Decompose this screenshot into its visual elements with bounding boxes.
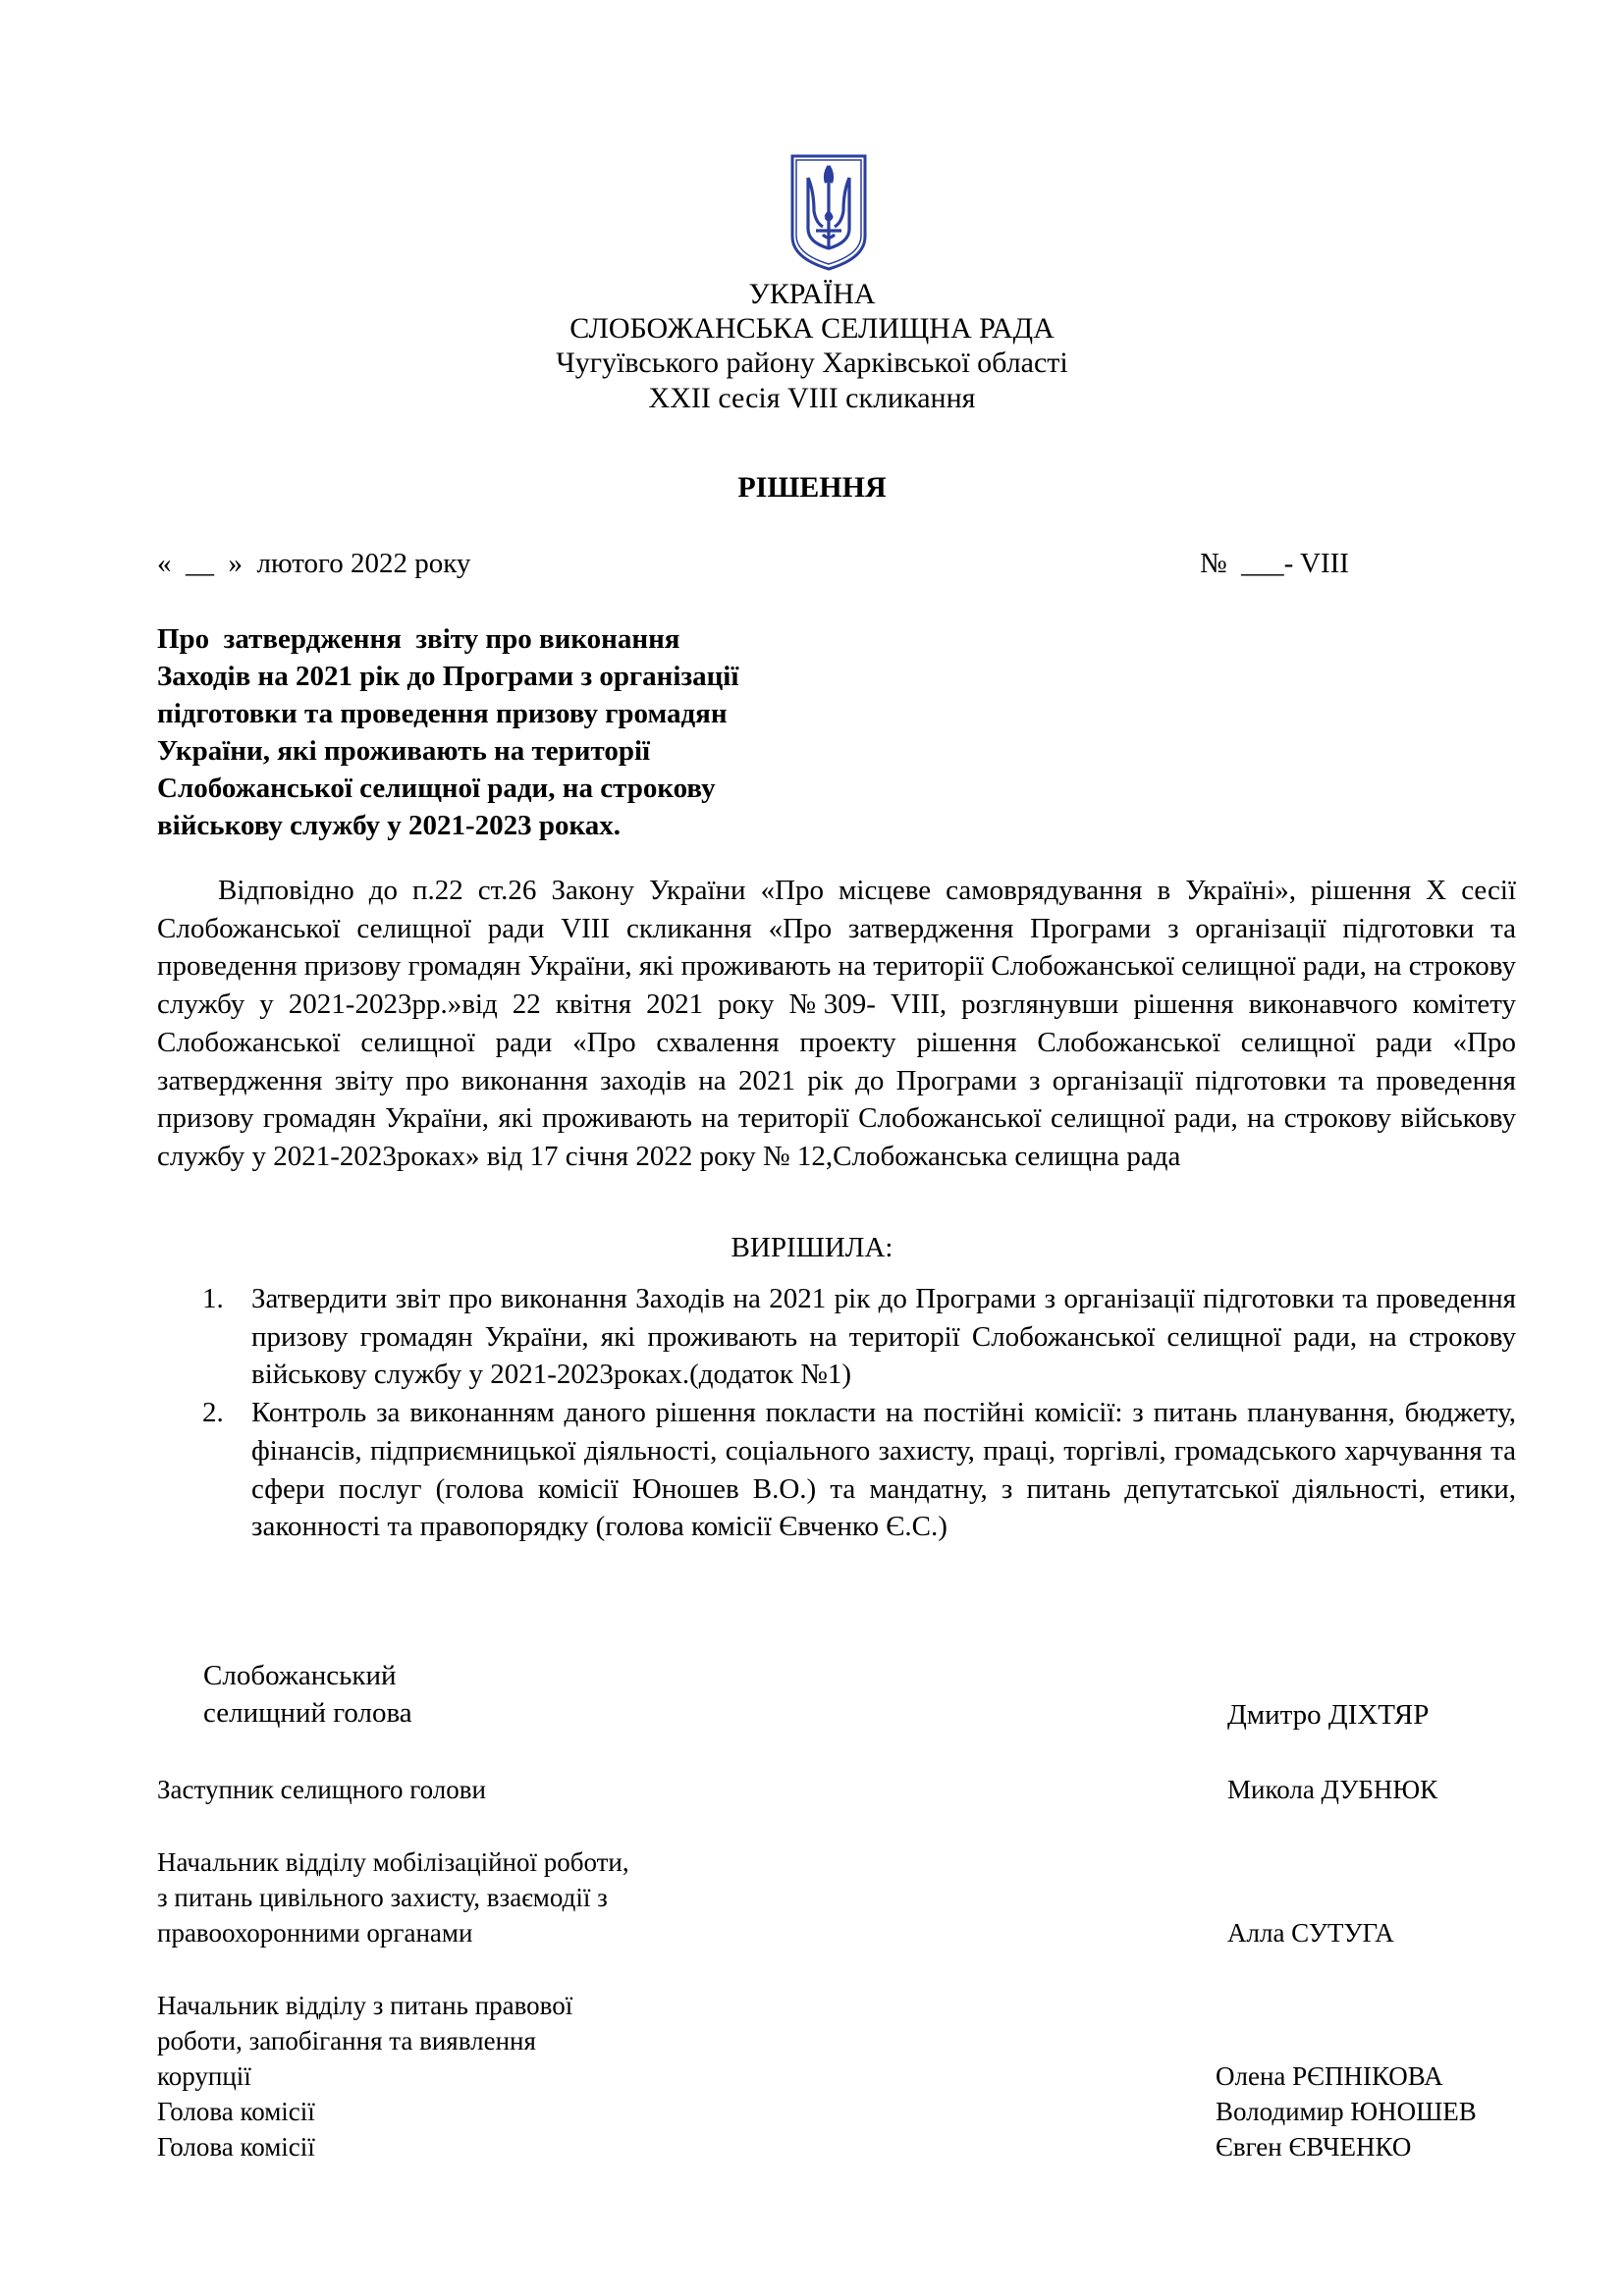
header-council: СЛОБОЖАНСЬКА СЕЛИЩНА РАДА	[569, 312, 1055, 345]
legal-title-line: роботи, запобігання та виявлення	[157, 2026, 536, 2056]
legal-title-line: корупції	[157, 2061, 251, 2091]
deputy-name: Микола ДУБНЮК	[1227, 1775, 1438, 1804]
title-line: Слобожанської селищної ради, на строкову	[157, 773, 716, 804]
committee1-name: Володимир ЮНОШЕВ	[1216, 2097, 1477, 2126]
date-line: « __ » лютого 2022 року	[157, 548, 471, 579]
legal-title-line: Начальник відділу з питань правової	[157, 1991, 573, 2020]
header-district: Чугуївського району Харківської області	[556, 347, 1068, 379]
mob-name: Алла СУТУГА	[1227, 1918, 1394, 1948]
title-line: підготовки та проведення призову громадян	[157, 698, 728, 729]
header-session: XXII сесія VIII скликання	[648, 382, 976, 414]
list-item-number: 1.	[202, 1283, 224, 1314]
list-item	[157, 1394, 1516, 1546]
number-line: № ___- VIII	[1200, 548, 1349, 579]
header-country: УКРАЇНА	[748, 278, 876, 310]
legal-name: Олена РЄПНІКОВА	[1216, 2061, 1443, 2091]
mob-title-line: правоохоронними органами	[157, 1918, 473, 1948]
committee2-name: Євген ЄВЧЕНКО	[1216, 2132, 1412, 2162]
list-item-text: Затвердити звіт про виконання Заходів на 2021 рік до Програми з організації підготовки та проведення призову громадян України, які проживають на території Слобожанської селищної ради, на строкову військову службу у 2021-2023роках.(додаток №1)	[251, 1283, 1516, 1391]
list-item-text: Контроль за виконанням даного рішення покласти на постійні комісії: з питань планування, бюджету, фінансів, підприємницької діяльності, соціального захисту, праці, торгівлі, громадського харчування та сфери послуг (голова комісії Юношев В.О.) та мандатну, з питань депутатської діяльності, етики, законності та правопорядку (голова комісії Євченко Є.С.)	[251, 1397, 1516, 1543]
decision-title	[157, 620, 738, 844]
mob-title-line: з питань цивільного захисту, взаємодії з	[157, 1883, 608, 1912]
title-line: Про затвердження звіту про виконання	[157, 623, 680, 655]
preamble-paragraph: Відповідно до п.22 ст.26 Закону України «Про місцеве самоврядування в Україні», рішення X сесії Слобожанської селищної ради VIII скликання «Про затвердження Програми з організації підготовки та проведення призову громадян України, які проживають на території Слобожанської селищної ради, на строкову службу у 2021-2023рр.»від 22 квітня 2021 року №309- VIII, розглянувши рішення виконавчого комітету Слобожанської селищної ради «Про схвалення проекту рішення Слобожанської селищної ради «Про затвердження звіту про виконання заходів на 2021 рік до Програми з організації підготовки та проведення призову громадян України, які проживають на території Слобожанської селищної ради, на строкову військову службу у 2021-2023роках» від 17 січня 2022 року № 12,Слобожанська селищна рада	[157, 875, 1516, 1172]
head-title-line: Слобожанський	[203, 1660, 397, 1691]
committee1-title: Голова комісії	[157, 2097, 315, 2126]
mob-title-line: Начальник відділу мобілізаційної роботи,	[157, 1847, 629, 1877]
coat-of-arms-icon	[788, 152, 869, 273]
committee2-title: Голова комісії	[157, 2132, 315, 2162]
head-title-line: селищний голова	[203, 1697, 412, 1729]
title-line: військову службу у 2021-2023 роках.	[157, 810, 622, 841]
list-item-number: 2.	[202, 1397, 224, 1429]
deputy-title: Заступник селищного голови	[157, 1775, 486, 1804]
document-type: РІШЕННЯ	[737, 471, 887, 504]
decision-list	[157, 1280, 1516, 1546]
head-name: Дмитро ДІХТЯР	[1227, 1699, 1430, 1731]
title-line: Заходів на 2021 рік до Програми з організації	[157, 661, 739, 692]
resolved-heading: ВИРІШИЛА:	[731, 1232, 893, 1263]
list-item	[157, 1280, 1516, 1394]
title-line: України, які проживають на території	[157, 735, 651, 767]
